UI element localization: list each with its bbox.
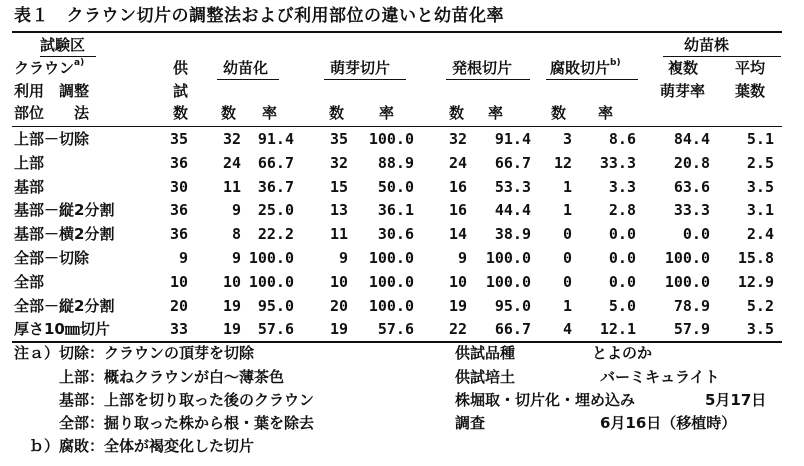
cell-s2: 32 <box>329 153 348 172</box>
cell-s1: 10 <box>222 272 241 291</box>
rooting-underline <box>446 79 530 80</box>
note-a-whole: 全部：掘り取った株から根・葉を除去 <box>14 414 315 432</box>
cell-s1: 19 <box>222 296 241 315</box>
cell-s4: 0 <box>562 225 572 244</box>
note-harvest-val: 5月17日 <box>705 391 767 409</box>
header-avg: 平均 <box>735 59 766 77</box>
cell-r3: 53.3 <box>494 177 531 196</box>
header-use-adjust-2: 部位 法 <box>14 104 90 122</box>
cell-s3: 9 <box>457 249 467 267</box>
header-seedling: 幼苗化 <box>223 59 269 77</box>
cell-s2: 35 <box>329 130 348 148</box>
cell-s4: 0 <box>562 249 572 267</box>
cell-s1: 19 <box>222 320 241 339</box>
cell-n: 36 <box>169 201 188 220</box>
cell-n: 35 <box>169 130 188 148</box>
cell-r1: 100.0 <box>248 249 294 267</box>
cell-s3: 16 <box>448 177 467 196</box>
cell-s2: 19 <box>329 320 348 339</box>
cell-r4: 33.3 <box>599 153 636 172</box>
cell-n: 20 <box>169 296 188 315</box>
cell-a: 2.5 <box>746 153 774 172</box>
cell-a: 3.5 <box>746 177 774 196</box>
cell-s1: 8 <box>231 225 241 244</box>
cell-s2: 13 <box>329 201 348 220</box>
cell-r3: 44.4 <box>494 201 531 220</box>
cell-m: 33.3 <box>673 201 710 220</box>
cell-r1: 57.6 <box>257 320 294 339</box>
header-rot-sup: b) <box>610 58 621 68</box>
seedling-underline <box>217 79 279 80</box>
note-soil-val: バーミキュライト <box>600 368 720 386</box>
cell-s3: 32 <box>448 130 467 148</box>
header-crown-label: クラウン <box>14 59 75 77</box>
row-label: 全部 <box>14 272 45 291</box>
header-supply-2: 試 <box>173 82 189 100</box>
cell-a: 12.9 <box>737 272 774 291</box>
cell-s1: 11 <box>222 177 241 196</box>
cell-r4: 12.1 <box>599 320 636 339</box>
cell-s2: 10 <box>329 272 348 291</box>
cell-s4: 1 <box>562 177 572 196</box>
rot-underline <box>546 79 638 80</box>
row-label: 上部 <box>14 153 45 172</box>
cell-s4: 1 <box>562 201 572 220</box>
subheader-num-2: 数 <box>329 104 345 122</box>
header-crown-sup: a) <box>74 58 85 68</box>
cell-r1: 36.7 <box>257 177 294 196</box>
cell-r3: 38.9 <box>494 225 531 244</box>
cell-r1: 100.0 <box>248 272 294 291</box>
cell-n: 9 <box>178 249 188 267</box>
cell-s4: 1 <box>562 296 572 315</box>
cell-m: 100.0 <box>664 249 710 267</box>
cell-r4: 0.0 <box>608 272 636 291</box>
cell-r2: 88.9 <box>377 153 414 172</box>
cell-r2: 100.0 <box>368 130 414 148</box>
cell-r1: 25.0 <box>257 201 294 220</box>
subheader-num-3: 数 <box>449 104 465 122</box>
cell-r1: 95.0 <box>257 296 294 315</box>
cell-r3: 95.0 <box>494 296 531 315</box>
note-variety-key: 供試品種 <box>455 344 516 362</box>
cell-s3: 16 <box>448 201 467 220</box>
top-rule <box>12 31 782 33</box>
cell-s1: 9 <box>231 249 241 267</box>
subheader-rate-1: 率 <box>262 104 278 122</box>
cell-s2: 11 <box>329 225 348 244</box>
cell-s1: 9 <box>231 201 241 220</box>
note-a-top: 上部：概ねクラウンが白～薄茶色 <box>14 368 285 386</box>
cell-r2: 30.6 <box>377 225 414 244</box>
header-use-adjust-1: 利用 調整 <box>14 82 90 100</box>
test-section-underline <box>40 56 96 57</box>
cell-s1: 32 <box>222 130 241 148</box>
row-label: 基部－横2分割 <box>14 225 115 244</box>
cell-s4: 4 <box>562 320 572 339</box>
cell-r2: 100.0 <box>368 272 414 291</box>
cell-m: 57.9 <box>673 320 710 339</box>
subheader-rate-4: 率 <box>598 104 614 122</box>
subheader-num-1: 数 <box>221 104 237 122</box>
row-label: 基部－縦2分割 <box>14 201 115 220</box>
header-supply-3: 数 <box>173 104 189 122</box>
note-harvest-key: 株堀取・切片化・埋め込み <box>455 391 636 409</box>
cell-r3: 66.7 <box>494 320 531 339</box>
note-a-cut: 注ａ）切除：クラウンの頂芽を切除 <box>14 344 255 362</box>
cell-r2: 57.6 <box>377 320 414 339</box>
cell-r2: 100.0 <box>368 249 414 267</box>
cell-r4: 2.8 <box>608 201 636 220</box>
cell-m: 63.6 <box>673 177 710 196</box>
cell-n: 36 <box>169 225 188 244</box>
cell-s4: 12 <box>553 153 572 172</box>
cell-s1: 24 <box>222 153 241 172</box>
cell-s4: 3 <box>562 130 572 148</box>
cell-s2: 9 <box>338 249 348 267</box>
cell-r2: 100.0 <box>368 296 414 315</box>
cell-s3: 22 <box>448 320 467 339</box>
cell-r3: 91.4 <box>494 130 531 148</box>
cell-r1: 66.7 <box>257 153 294 172</box>
cell-r3: 100.0 <box>485 249 531 267</box>
header-rot-label: 腐敗切片 <box>550 59 611 77</box>
row-label: 基部 <box>14 177 45 196</box>
header-multi-2: 萌芽率 <box>660 82 706 100</box>
sprout-underline <box>324 79 406 80</box>
header-rooting: 発根切片 <box>452 59 513 77</box>
cell-r4: 0.0 <box>608 225 636 244</box>
table-title: 表１ クラウン切片の調整法および利用部位の違いと幼苗化率 <box>14 6 504 26</box>
cell-r2: 50.0 <box>377 177 414 196</box>
cell-a: 15.8 <box>737 249 774 267</box>
cell-a: 5.2 <box>746 296 774 315</box>
cell-r1: 91.4 <box>257 130 294 148</box>
cell-r4: 8.6 <box>608 130 636 148</box>
cell-a: 5.1 <box>746 130 774 148</box>
cell-s3: 19 <box>448 296 467 315</box>
cell-r3: 66.7 <box>494 153 531 172</box>
header-test-section: 試験区 <box>40 36 86 54</box>
cell-m: 20.8 <box>673 153 710 172</box>
header-rot <box>550 58 621 77</box>
cell-m: 0.0 <box>682 225 710 244</box>
header-avg-2: 葉数 <box>735 82 766 100</box>
cell-a: 3.1 <box>746 201 774 220</box>
header-supply: 供 <box>173 59 189 77</box>
cell-s3: 14 <box>448 225 467 244</box>
note-survey-val: 6月16日（移植時） <box>600 414 737 432</box>
cell-n: 36 <box>169 153 188 172</box>
header-bottom-rule <box>12 126 782 127</box>
header-multi: 複数 <box>668 59 699 77</box>
cell-n: 30 <box>169 177 188 196</box>
note-variety-val: とよのか <box>592 344 653 362</box>
header-plant: 幼苗株 <box>684 36 730 54</box>
cell-n: 10 <box>169 272 188 291</box>
note-a-base: 基部：上部を切り取った後のクラウン <box>14 391 315 409</box>
row-label: 上部－切除 <box>14 130 90 148</box>
subheader-rate-2: 率 <box>379 104 395 122</box>
subheader-num-4: 数 <box>551 104 567 122</box>
cell-r4: 5.0 <box>608 296 636 315</box>
row-label: 全部－縦2分割 <box>14 296 115 315</box>
bottom-rule <box>12 341 782 343</box>
cell-s3: 10 <box>448 272 467 291</box>
cell-m: 100.0 <box>664 272 710 291</box>
plant-underline <box>663 56 781 57</box>
cell-a: 3.5 <box>746 320 774 339</box>
cell-s2: 15 <box>329 177 348 196</box>
cell-r4: 0.0 <box>608 249 636 267</box>
cell-r1: 22.2 <box>257 225 294 244</box>
note-b-rot: ｂ）腐敗：全体が褐変化した切片 <box>14 437 255 455</box>
note-survey-key: 調査 <box>455 414 486 432</box>
header-sprout: 萌芽切片 <box>330 59 391 77</box>
cell-m: 84.4 <box>673 130 710 148</box>
cell-s3: 24 <box>448 153 467 172</box>
cell-r2: 36.1 <box>377 201 414 220</box>
cell-n: 33 <box>169 320 188 339</box>
cell-r4: 3.3 <box>608 177 636 196</box>
row-label: 全部－切除 <box>14 249 90 267</box>
subheader-rate-3: 率 <box>488 104 504 122</box>
cell-s4: 0 <box>562 272 572 291</box>
header-crown <box>14 58 85 77</box>
cell-m: 78.9 <box>673 296 710 315</box>
note-soil-key: 供試培土 <box>455 368 516 386</box>
row-label: 厚さ10㎜切片 <box>14 320 110 339</box>
cell-a: 2.4 <box>746 225 774 244</box>
cell-s2: 20 <box>329 296 348 315</box>
cell-r3: 100.0 <box>485 272 531 291</box>
